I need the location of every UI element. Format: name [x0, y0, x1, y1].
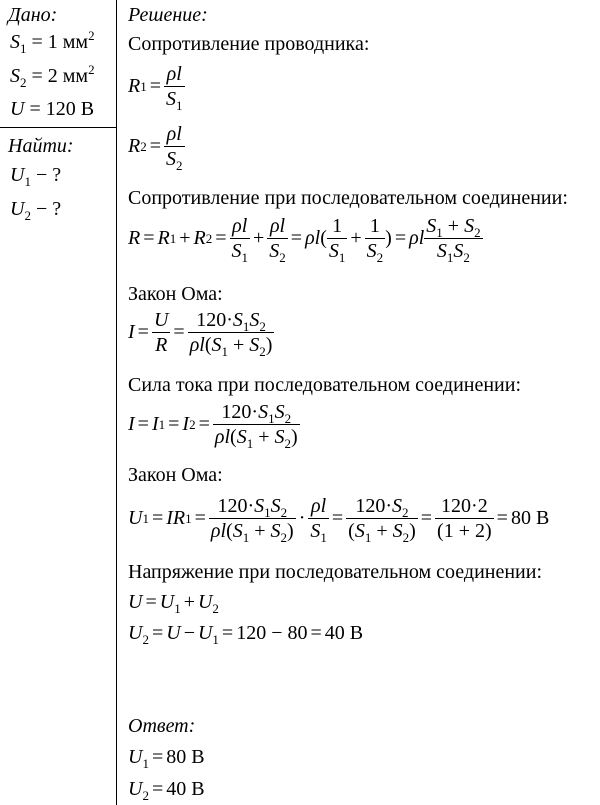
text-series-current: Сила тока при последовательном соединении:: [128, 374, 522, 396]
text-ohms-law-2: Закон Ома:: [128, 464, 223, 486]
formula-series-current: I = I 1 = I 2 = $\frac{120\cdot S_1S_2}{\rho l(S_1 + S_2)}$: [128, 401, 298, 451]
horizontal-divider: [0, 127, 116, 128]
given-item-s1: $S_1 = 1$ $мм^2$: [10, 28, 95, 56]
answer-heading: Ответ:: [128, 715, 196, 737]
answer-u1: $U_1 = 80$ В: [128, 746, 205, 771]
formula-voltage-sum: $U = U_1 + U_2$: [128, 591, 219, 616]
given-heading: Дано:: [8, 4, 58, 26]
text-series-resistance: Сопротивление при последовательном соединении:: [128, 187, 568, 209]
text-series-voltage: Напряжение при последовательном соединении:: [128, 561, 543, 583]
formula-u2: $U_2 = U - U_1 = 120 - 80 = 40$ В: [128, 622, 364, 647]
vertical-divider: [116, 0, 117, 805]
formula-r1: R 1 = $\frac{\rho l}{S_1}$: [128, 63, 183, 113]
find-item-u2: $U_2$ − ?: [10, 198, 62, 223]
find-item-u1: $U_1$ − ?: [10, 164, 62, 189]
find-heading: Найти:: [8, 135, 74, 157]
formula-current: I = $\frac{U}{R}$ = $\frac{120\cdot S_1S_2}{\rho l(S_1 + S_2)}$: [128, 309, 273, 359]
formula-series-resistance: R = R 1 + R 2 = $\frac{\rho l}{S_1}$ + $\frac{\rho l}{S_2}$ = ρl ( $\frac{1}{S_1}$ + $\frac{1}{S_2}$ ) = ρl $\frac{S_1 + S_2}{S_1S_2}$: [128, 215, 481, 265]
text-conductor-resistance: Сопротивление проводника:: [128, 33, 370, 55]
given-item-s2: $S_2 = 2$ $мм^2$: [10, 62, 95, 90]
answer-u2: $U_2 = 40$ В: [128, 778, 205, 803]
text-ohms-law-1: Закон Ома:: [128, 283, 223, 305]
formula-u1: U 1 = IR 1 = $\frac{120\cdot S_1S_2}{\rho l(S_1 + S_2)}$ · $\frac{\rho l}{S_1}$ = $\frac{120\cdot S_2}{(S_1 + S_2)}$ = $\frac{120\cdot 2}{(1 + 2)}$ = 80 В: [128, 495, 550, 545]
given-item-u: U = 120 В: [10, 98, 95, 120]
formula-r2: R 2 = $\frac{\rho l}{S_2}$: [128, 123, 183, 173]
solution-heading: Решение:: [128, 4, 208, 26]
